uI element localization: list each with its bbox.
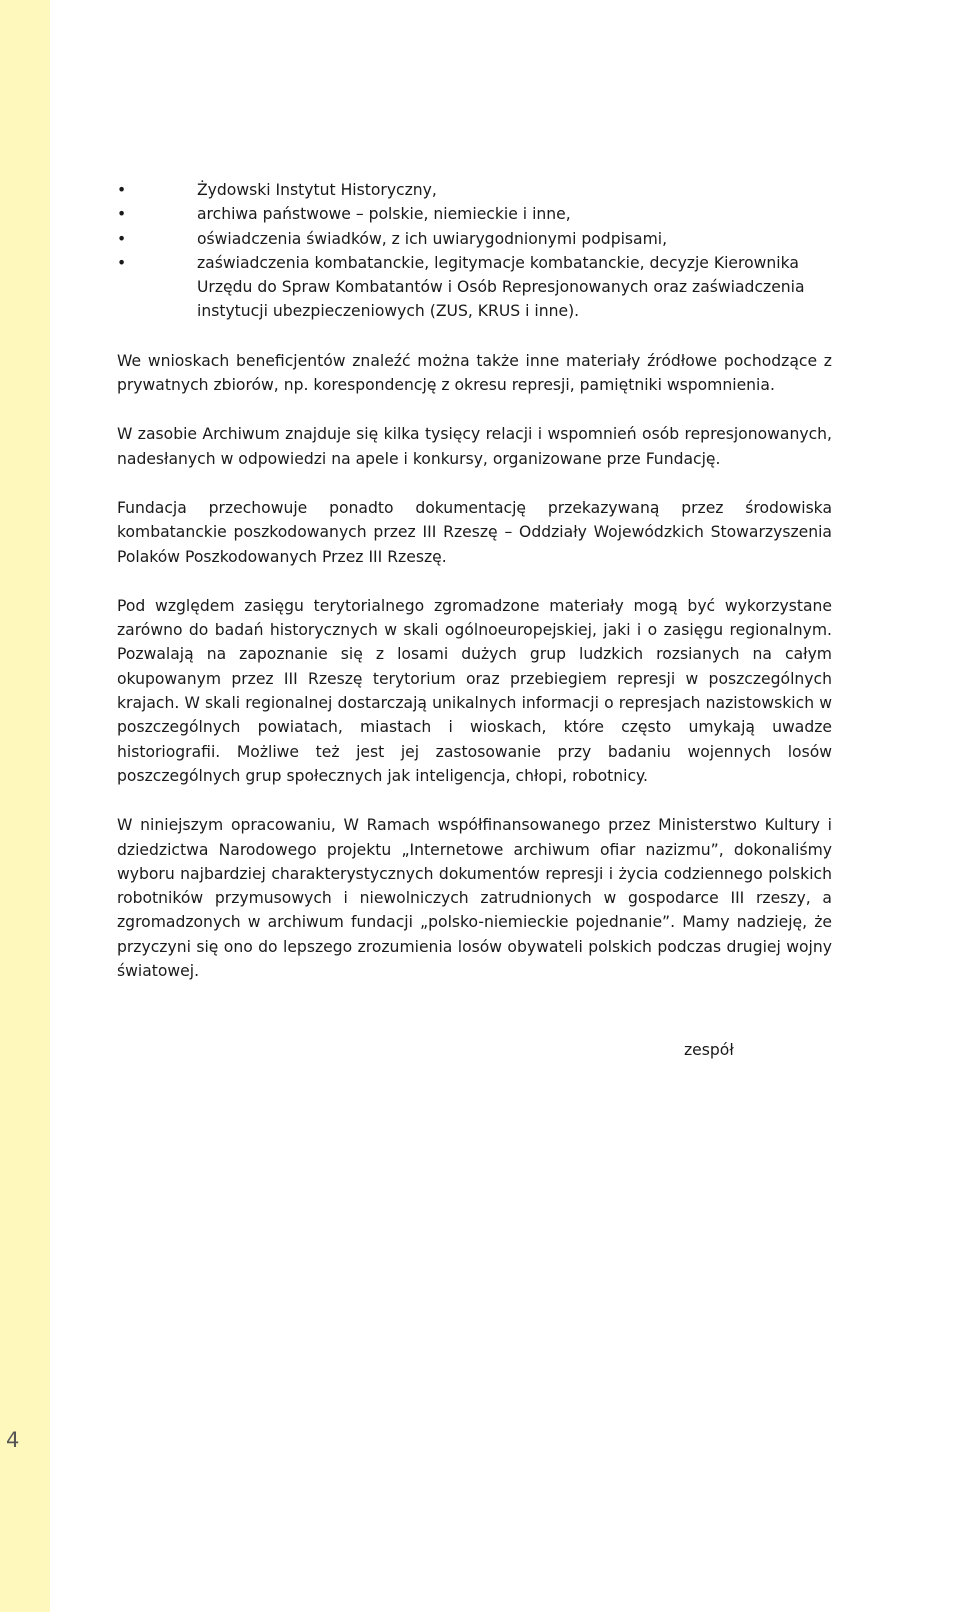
bullet-icon: •: [117, 253, 127, 272]
list-item: [117, 178, 832, 202]
list-item: [117, 227, 832, 251]
page-number: 4: [6, 1428, 20, 1452]
margin-strip: [0, 0, 50, 1612]
list-item-text: zaświadczenia kombatanckie, legitymacje kombatanckie, decyzje Kierownika Urzędu do Spraw Kombatantów i Osób Represjonowanych oraz zaświadczenia instytucji ubezpieczeniowych (ZUS, KRUS i inne).: [197, 253, 805, 321]
paragraph-project-description: W niniejszym opracowaniu, W Ramach współfinansowanego przez Ministerstwo Kultury i dziedzictwa Narodowego projektu „Internetowe archiwum ofiar nazizmu”, dokonaliśmy wyboru najbardziej charakterystycznych dokumentów represji i życia codziennego polskich robotników przymusowych i niewolniczych zatrudnionych w gospodarce III rzeszy, a zgromadzonych w archiwum fundacji „polsko-niemieckie pojednanie”. Mamy nadzieję, że przyczyni się ono do lepszego zrozumienia losów obywateli polskich podczas drugiej wojny światowej.: [117, 816, 832, 981]
list-item: [117, 202, 832, 226]
list-item: [117, 251, 832, 324]
paragraph-territorial-scope: Pod względem zasięgu terytorialnego zgromadzone materiały mogą być wykorzystane zarówno do badań historycznych w skali ogólnoeuropejskiej, jaki i o zasięgu regionalnym. Pozwalają na zapoznanie się z losami dużych grup ludzkich rozsianych na całym okupowanym przez III Rzeszę terytorium oraz przebiegiem represji w poszczególnych krajach. W skali regionalnej dostarczają unikalnych informacji o represjach nazistowskich w poszczególnych powiatach, miastach i wioskach, które często umykają uwadze historiografii. Możliwe też jest jej zastosowanie przy badaniu wojennych losów poszczególnych grup społecznych jak inteligencja, chłopi, robotnicy.: [117, 596, 832, 785]
bullet-icon: •: [117, 229, 127, 248]
paragraph-archive-accounts: W zasobie Archiwum znajduje się kilka tysięcy relacji i wspomnień osób represjonowanych, nadesłanych w odpowiedzi na apele i konkursy, organizowane prze Fundację.: [117, 425, 832, 468]
signature: zespół: [684, 1041, 734, 1059]
paragraph-beneficiary-materials: We wnioskach beneficjentów znaleźć można także inne materiały źródłowe pochodzące z prywatnych zbiorów, np. korespondencję z okresu represji, pamiętniki wspomnienia.: [117, 351, 832, 395]
bullet-icon: •: [117, 181, 127, 199]
paragraph-veteran-documentation: Fundacja przechowuje ponadto dokumentację przekazywaną przez środowiska kombatanckie poszkodowanych przez III Rzeszę – Oddziały Wojewódzkich Stowarzyszenia Polaków Poszkodowanych Przez III Rzeszę.: [117, 498, 832, 566]
document-body: [117, 178, 832, 983]
source-list: [117, 178, 832, 324]
list-item-text: oświadczenia świadków, z ich uwiarygodnionymi podpisami,: [197, 229, 668, 248]
list-item-text: archiwa państwowe – polskie, niemieckie i inne,: [197, 205, 571, 224]
list-item-text: Żydowski Instytut Historyczny,: [197, 181, 437, 199]
bullet-icon: •: [117, 205, 127, 224]
